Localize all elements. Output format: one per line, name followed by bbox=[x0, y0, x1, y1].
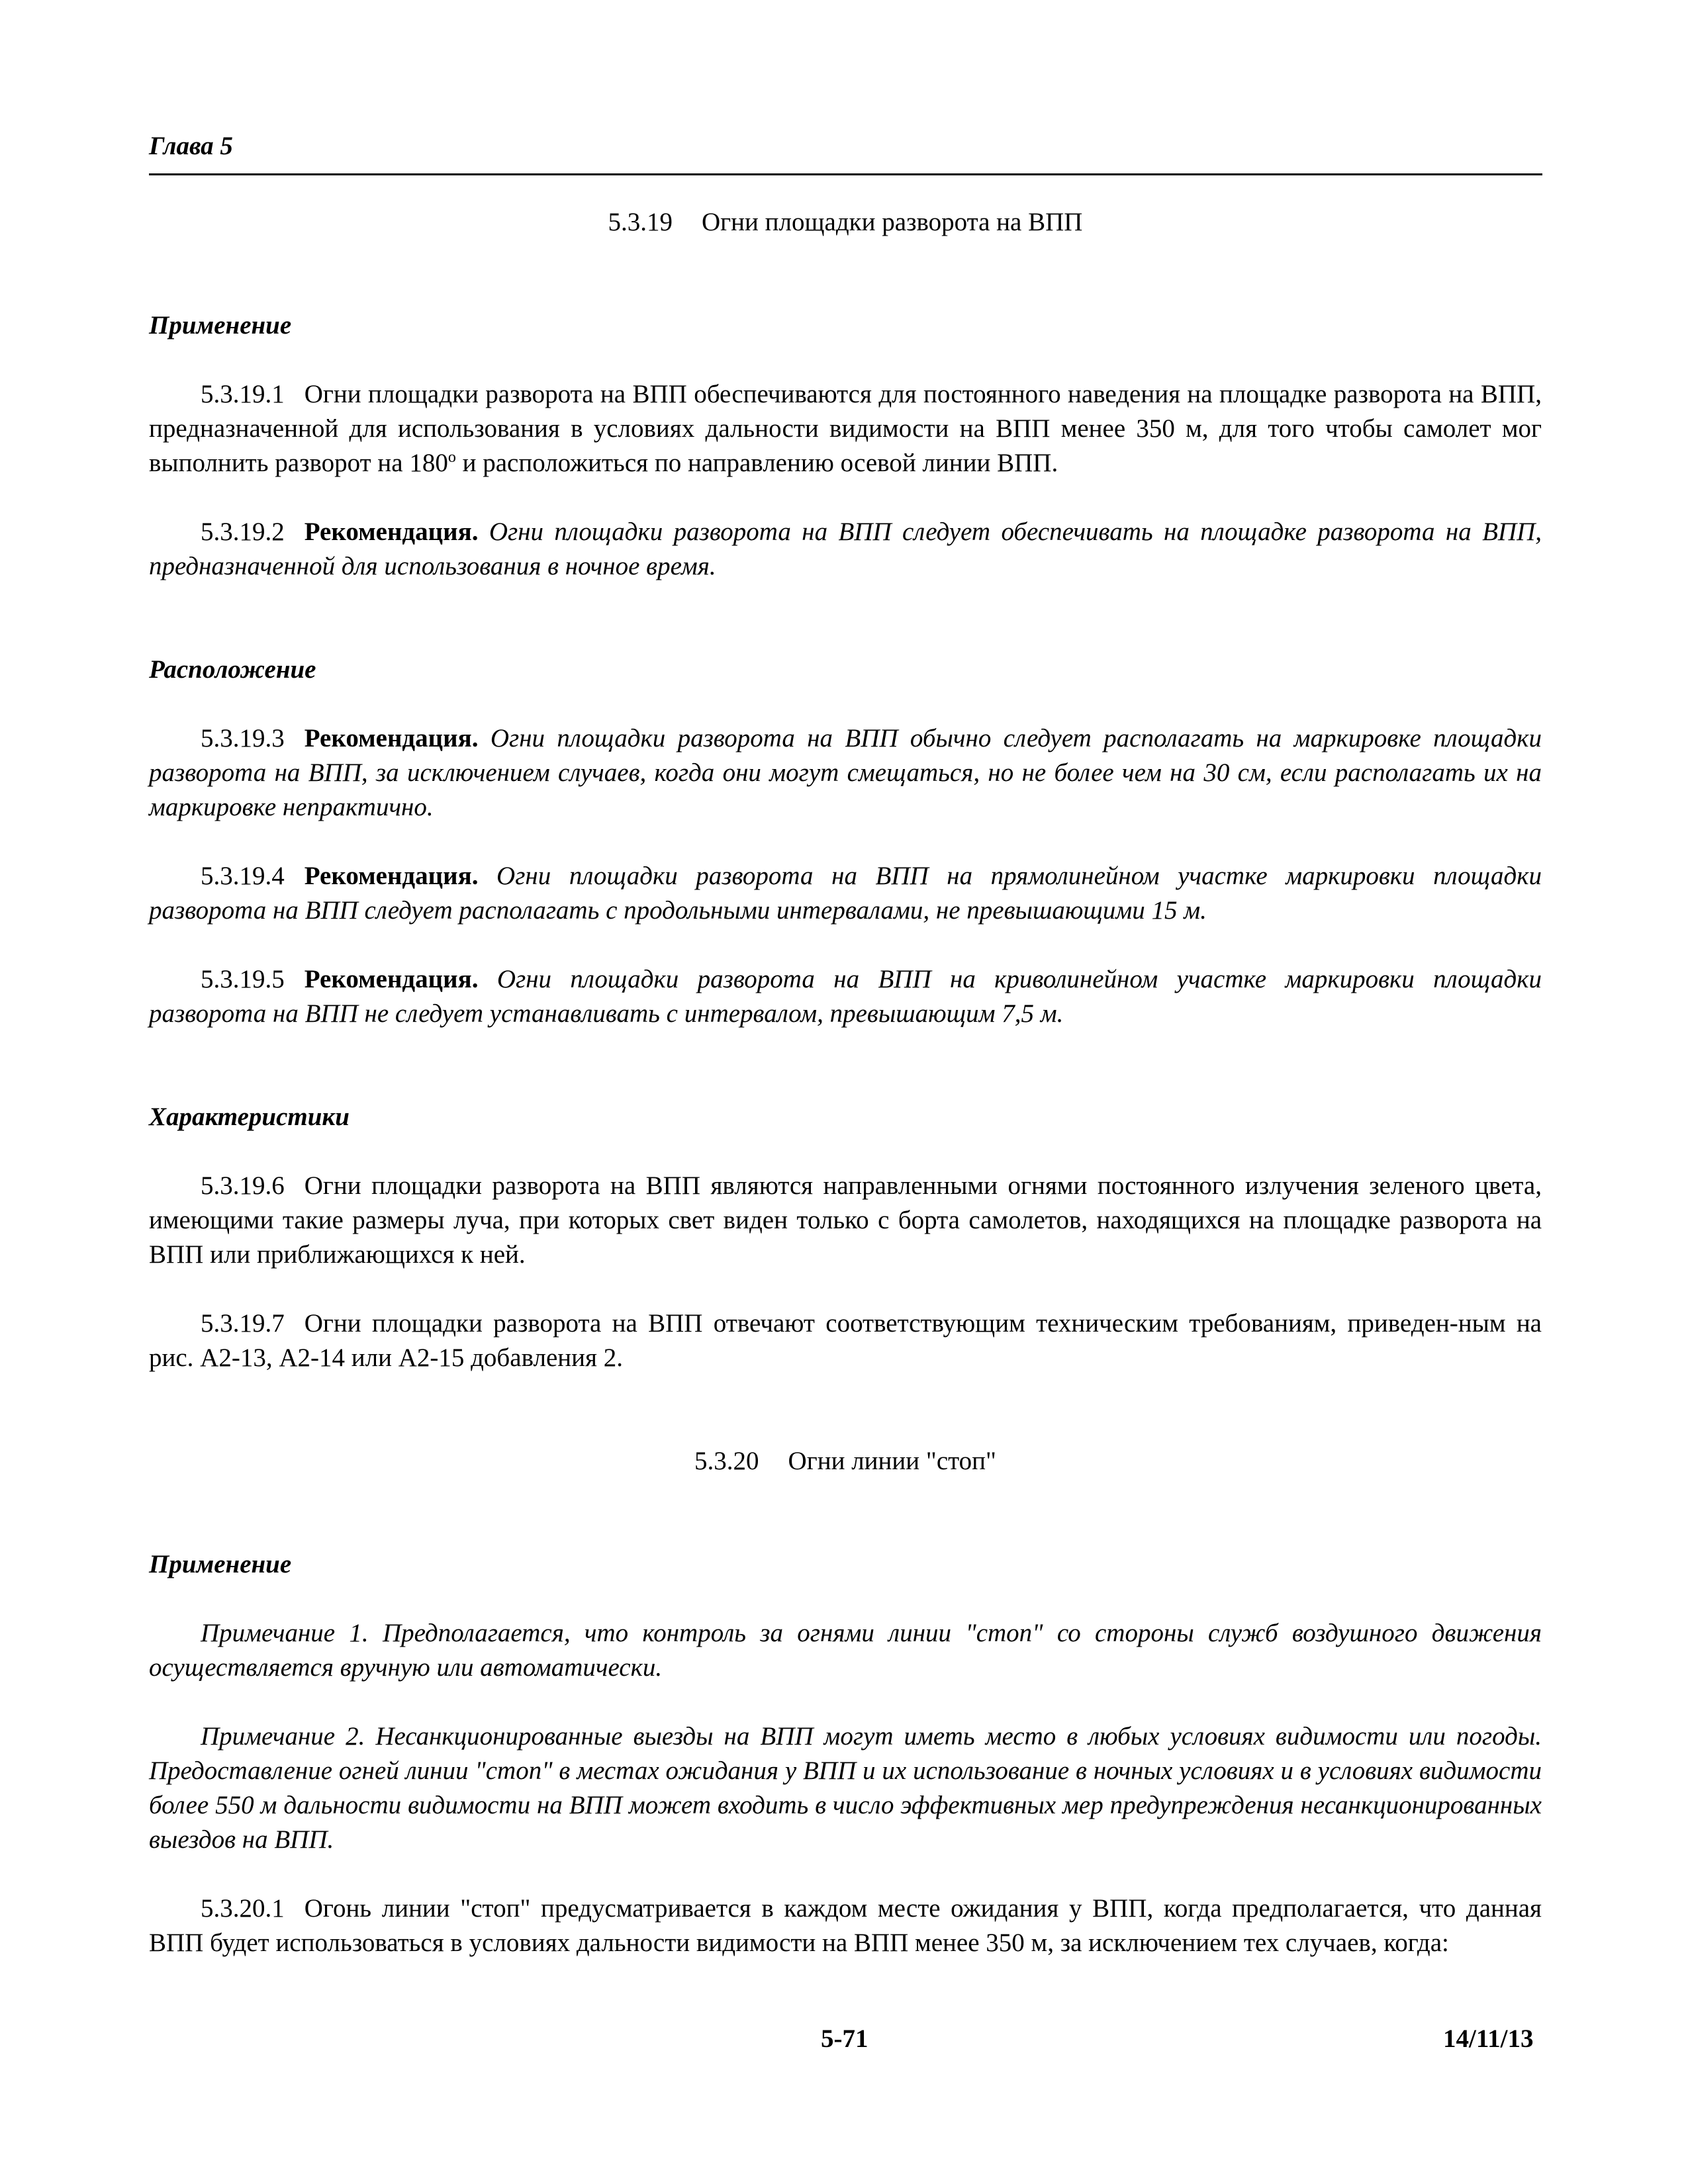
paragraph-text: Огни площадки разворота на ВПП являются направленными огнями постоянного излучения зеленого цвета, имеющими такие размеры луча, при которых свет виден только с борта самолетов, находящихся на площадке разворота на ВПП или приближающихся к ней. bbox=[149, 1171, 1542, 1269]
recommendation-label: Рекомендация. bbox=[304, 724, 479, 752]
subheading-application: Применение bbox=[149, 1550, 292, 1578]
footer-date: 14/11/13 bbox=[1443, 2025, 1534, 2053]
paragraph-number: 5.3.20.1 bbox=[201, 1894, 285, 1923]
paragraph-number: 5.3.19.5 bbox=[201, 965, 285, 993]
paragraph-5-3-19-5 bbox=[149, 962, 1542, 1031]
note-1: Примечание 1. Предполагается, что контроль за огнями линии "стоп" со стороны служб воздушного движения осуществляется вручную или автоматически. bbox=[149, 1619, 1542, 1682]
recommendation-label: Рекомендация. bbox=[304, 518, 479, 546]
paragraph-text: Огни площадки разворота на ВПП на прямолинейном участке маркировки площадки разворота на ВПП следует располагать с продольными интервалами, не превышающими 15 м. bbox=[149, 862, 1542, 925]
paragraph-number: 5.3.19.7 bbox=[201, 1309, 285, 1338]
note-2: Примечание 2. Несанкционированные выезды на ВПП могут иметь место в любых условиях видимости или погоды. Предоставление огней линии "стоп" в местах ожидания у ВПП и их использование в ночных условиях и в условиях видимости более 550 м дальности видимости на ВПП может входить в число эффективных мер предупреждения несанкционированных выездов на ВПП. bbox=[149, 1722, 1542, 1854]
page-content bbox=[149, 205, 1542, 1960]
paragraph-text: Огни площадки разворота на ВПП обеспечиваются для постоянного наведения на площадке разворота на ВПП, предназначенной для использования в условиях дальности видимости на ВПП менее 350 м, для того чтобы самолет мог выполнить разворот на 180 bbox=[149, 380, 1542, 477]
degree-sign: o bbox=[447, 449, 456, 466]
paragraph-5-3-19-1 bbox=[149, 377, 1542, 480]
section-title-text: Огни линии "стоп" bbox=[788, 1447, 996, 1475]
paragraph-text: Огни площадки разворота на ВПП обычно следует располагать на маркировке площадки разворота на ВПП, за исключением случаев, когда они могут смещаться, но не более чем на 30 см, если располагать их на маркировке непрактично. bbox=[149, 724, 1542, 821]
paragraph-5-3-19-7 bbox=[149, 1306, 1542, 1375]
paragraph-text: Огни площадки разворота на ВПП на криволинейном участке маркировки площадки разворота на ВПП не следует устанавливать с интервалом, превышающим 7,5 м. bbox=[149, 965, 1542, 1028]
paragraph-5-3-20-1 bbox=[149, 1891, 1542, 1960]
chapter-header: Глава 5 bbox=[149, 132, 233, 160]
subheading-location: Расположение bbox=[149, 655, 316, 684]
section-title-5-3-19 bbox=[149, 205, 1542, 240]
paragraph-5-3-19-3 bbox=[149, 721, 1542, 825]
paragraph-text: Огонь линии "стоп" предусматривается в каждом месте ожидания у ВПП, когда предполагается, что данная ВПП будет использоваться в условиях дальности видимости на ВПП менее 350 м, за исключением тех случаев, когда: bbox=[149, 1894, 1542, 1957]
paragraph-5-3-19-4 bbox=[149, 859, 1542, 928]
paragraph-number: 5.3.19.6 bbox=[201, 1171, 285, 1200]
paragraph-text: Огни площадки разворота на ВПП отвечают соответствующим техническим требованиям, приведен-ным на рис. А2-13, А2-14 или А2-15 добавления 2. bbox=[149, 1309, 1542, 1372]
section-title-text: Огни площадки разворота на ВПП bbox=[702, 208, 1083, 236]
subheading-characteristics: Характеристики bbox=[149, 1103, 350, 1131]
subheading-application: Применение bbox=[149, 311, 292, 340]
paragraph-number: 5.3.19.3 bbox=[201, 724, 285, 752]
paragraph-text: Огни площадки разворота на ВПП следует обеспечивать на площадке разворота на ВПП, предназначенной для использования в ночное время. bbox=[149, 518, 1542, 580]
section-number: 5.3.20 bbox=[694, 1447, 759, 1475]
recommendation-label: Рекомендация. bbox=[304, 965, 479, 993]
paragraph-5-3-19-2 bbox=[149, 515, 1542, 584]
section-number: 5.3.19 bbox=[608, 208, 673, 236]
paragraph-text-continued: и расположиться по направлению осевой линии ВПП. bbox=[455, 449, 1058, 477]
paragraph-number: 5.3.19.4 bbox=[201, 862, 285, 890]
recommendation-label: Рекомендация. bbox=[304, 862, 479, 890]
paragraph-number: 5.3.19.1 bbox=[201, 380, 285, 408]
section-title-5-3-20 bbox=[149, 1444, 1542, 1479]
paragraph-5-3-19-6 bbox=[149, 1169, 1542, 1272]
page-number: 5-71 bbox=[821, 2025, 868, 2053]
paragraph-number: 5.3.19.2 bbox=[201, 518, 285, 546]
header-rule bbox=[149, 173, 1542, 175]
